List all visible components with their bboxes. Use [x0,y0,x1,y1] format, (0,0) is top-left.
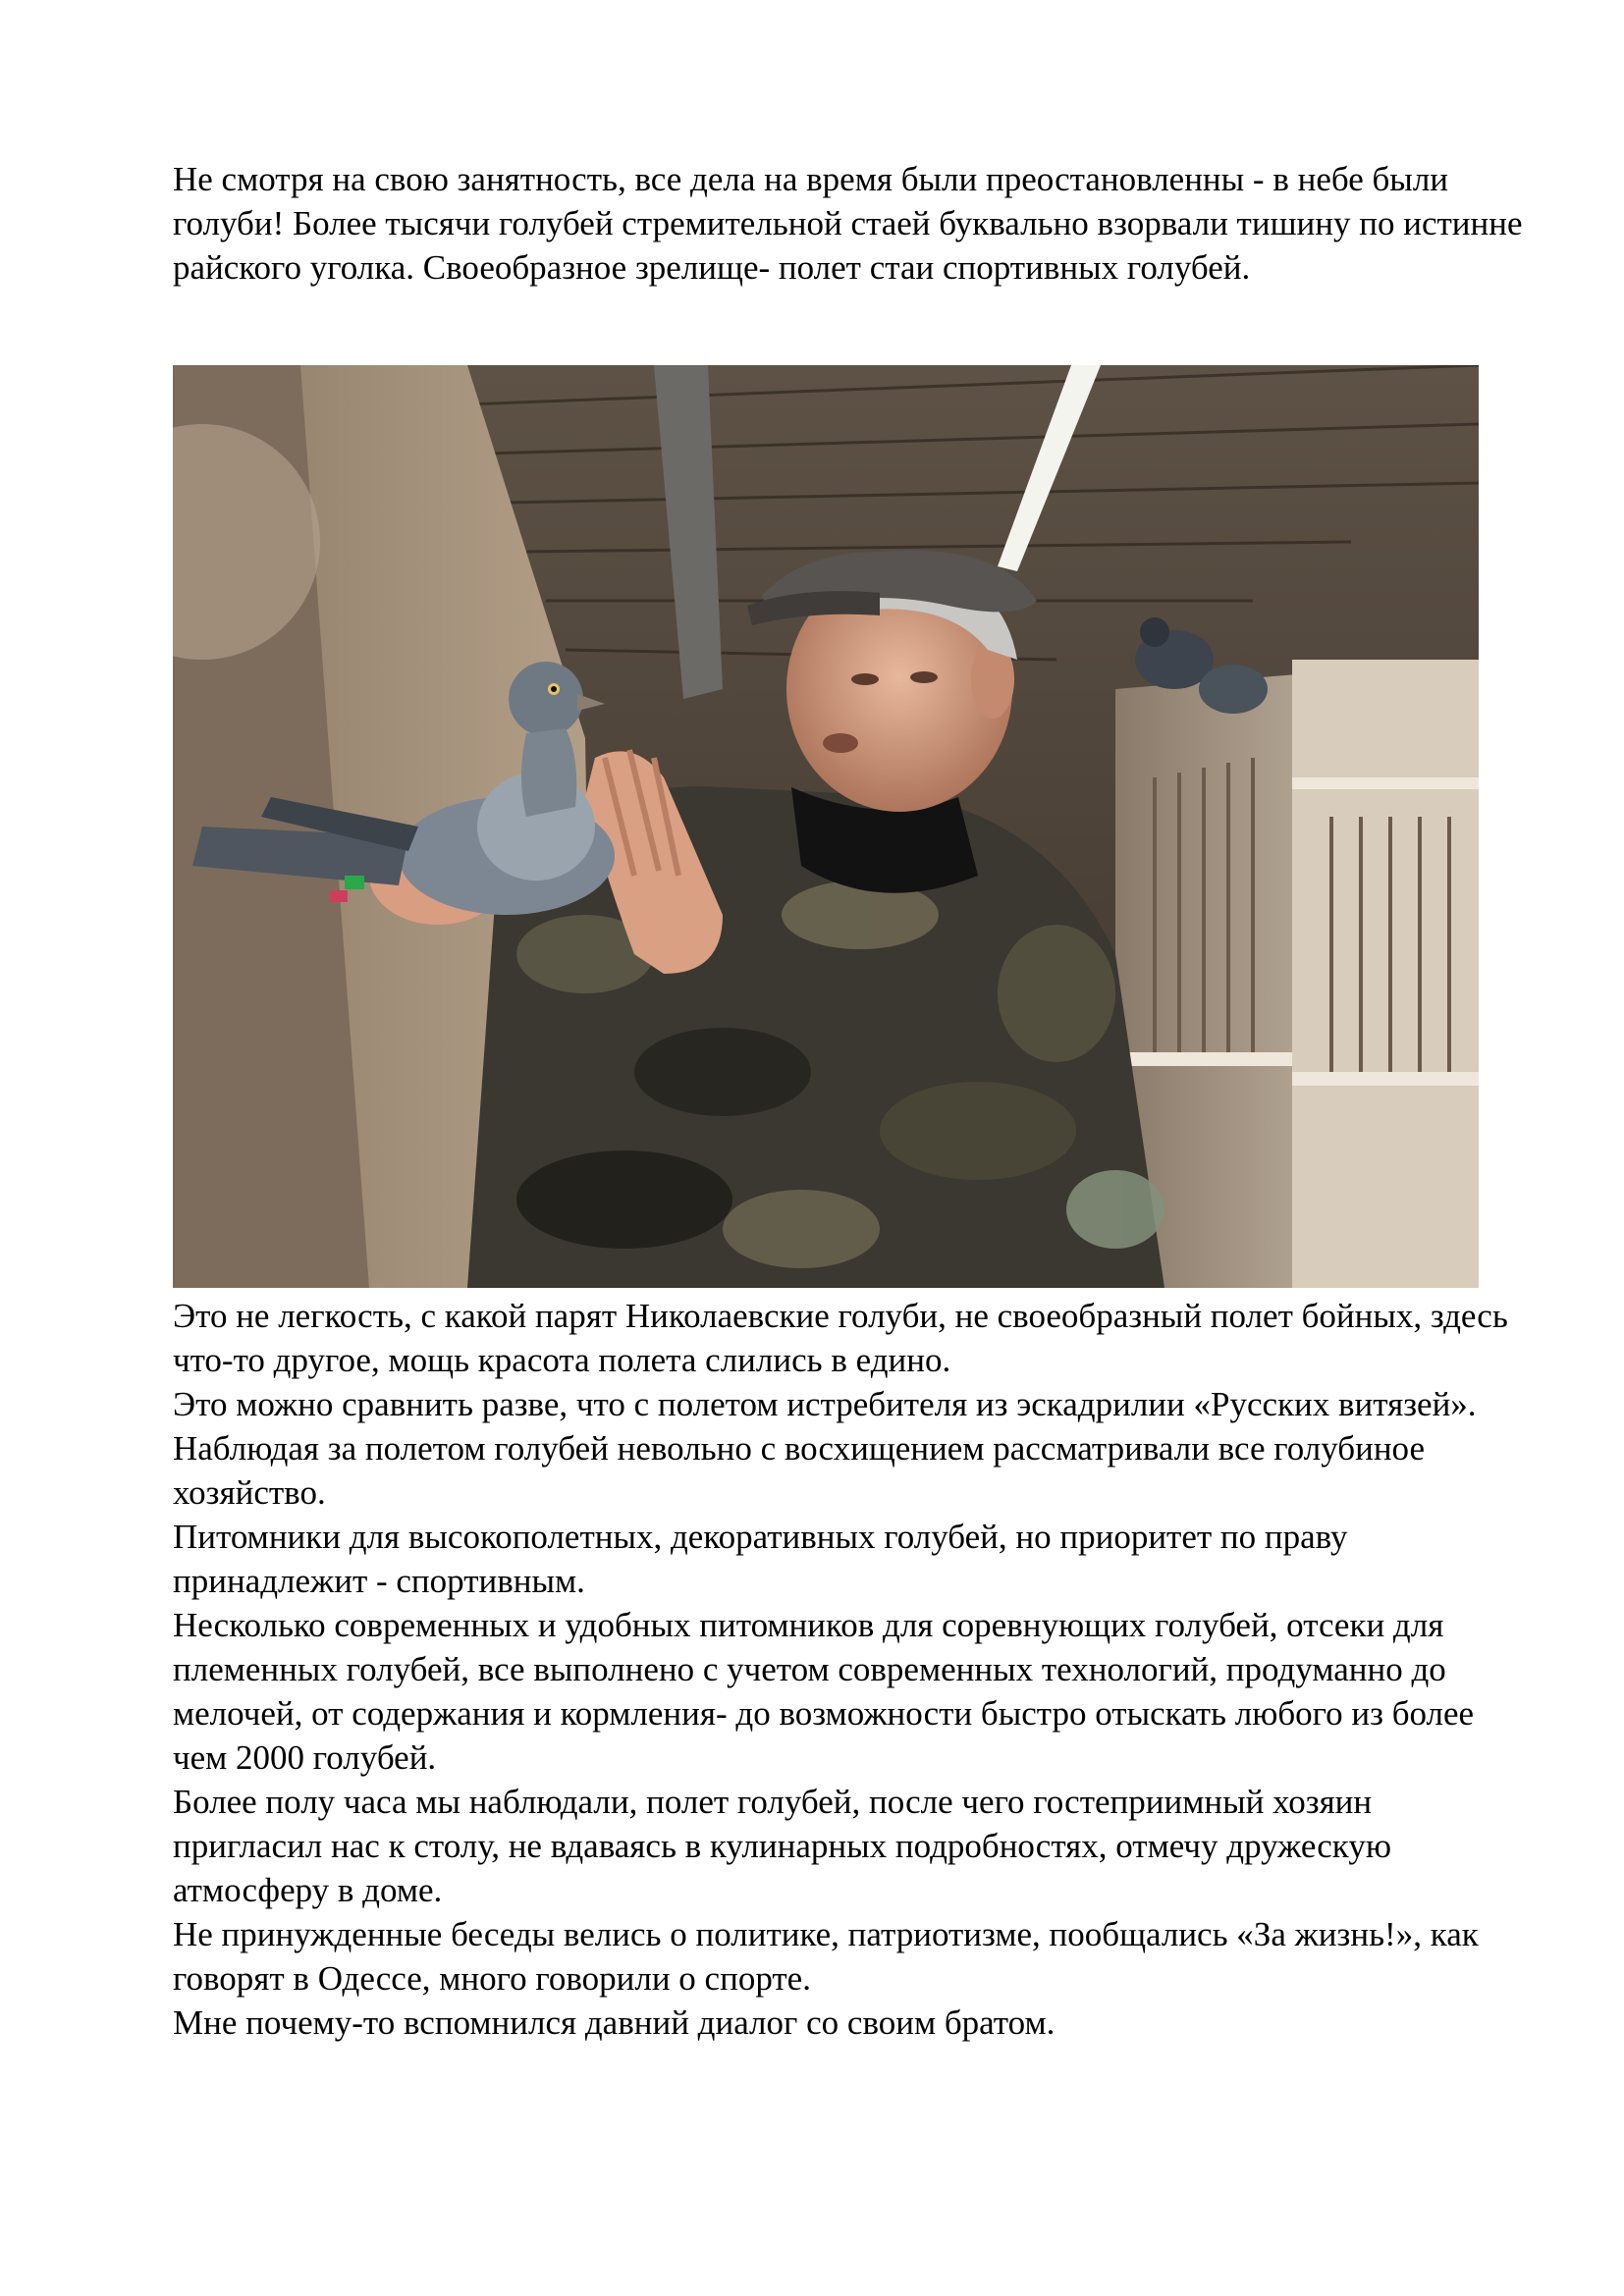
intro-text [173,157,1528,290]
body-text [173,1294,1528,2045]
body-paragraph: Наблюдая за полетом голубей невольно с восхищением рассматривали все голубиное хозяйство. [173,1429,1426,1512]
body-paragraph: Не принужденные беседы велись о политике, патриотизме, пообщались «За жизнь!», как говорят в Одессе, много говорили о спорте. [173,1915,1479,1998]
pigeon-photo [173,365,1479,1288]
intro-paragraph: Не смотря на свою занятность, все дела на время были преостановленны - в небе были голуби! Более тысячи голубей стремительной стаей буквально взорвали тишину по истинне райского уголка. Своеобразное зрелище- полет стаи спортивных голубей. [173,160,1523,287]
photo-illustration [173,365,1479,1288]
body-paragraph: Это не легкость, с какой парят Николаевские голуби, не своеобразный полет бойных, здесь что-то другое, мощь красота полета слились в едино. [173,1297,1508,1379]
body-paragraph: Более полу часа мы наблюдали, полет голубей, после чего гостеприимный хозяин пригласил нас к столу, не вдаваясь в кулинарных подробностях, отмечу дружескую атмосферу в доме. [173,1783,1391,1909]
body-paragraph: Мне почему-то вспомнился давний диалог со своим братом. [173,2003,1056,2042]
body-paragraph: Питомники для высокополетных, декоративных голубей, но приоритет по праву принадлежит - спортивным. [173,1518,1348,1600]
body-paragraph: Это можно сравнить разве, что с полетом истребителя из эскадрилии «Русских витязей». [173,1385,1477,1423]
body-paragraph: Несколько современных и удобных питомников для соревнующих голубей, отсеки для племенных голубей, все выполнено с учетом современных технологий, продуманно до мелочей, от содержания и кормления- до возможности быстро отыскать любого из более чем 2000 голубей. [173,1606,1475,1777]
